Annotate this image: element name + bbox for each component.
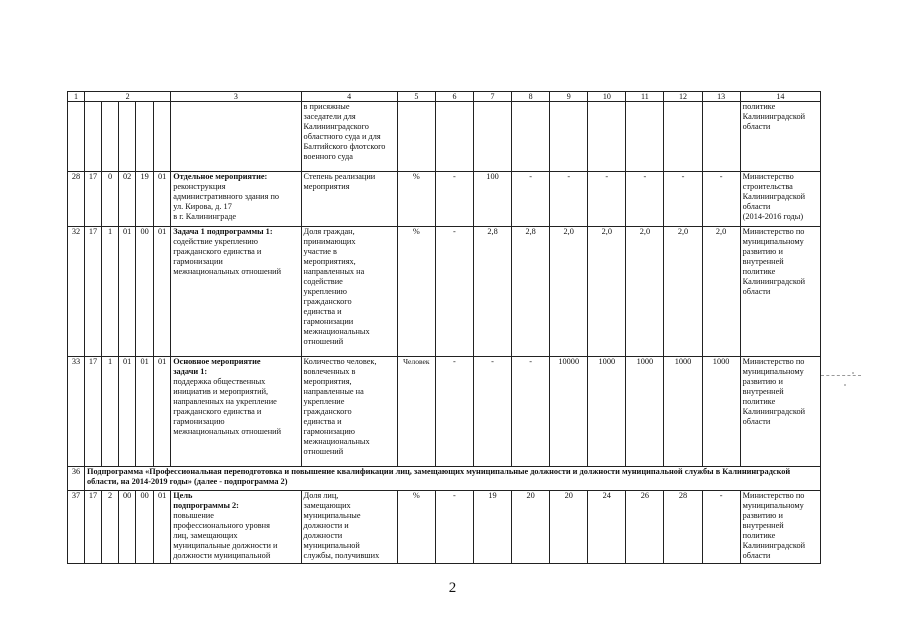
name-heading: Основное мероприятие задачи 1: [173, 357, 261, 376]
unit-cell: Человек [397, 357, 435, 467]
value-cell: 2,0 [664, 227, 702, 357]
table-row [68, 172, 821, 227]
value-cell: 1000 [626, 357, 664, 467]
header-cell: 12 [664, 92, 702, 102]
scan-artifact-dot [844, 384, 846, 386]
code-cell: 01 [119, 227, 136, 357]
code-cell: 00 [136, 491, 154, 564]
value-cell: - [626, 172, 664, 227]
scan-artifact-line [821, 375, 861, 377]
value-cell: - [435, 491, 473, 564]
indicator-cell: Количество человек, вовлеченных в мероприятия, направленные на укрепление гражданского единства и гармонизацию межнациональных отношений [301, 357, 397, 467]
unit-cell: % [397, 227, 435, 357]
value-cell: - [702, 172, 740, 227]
name-text: содействие укреплению гражданского единства и гармонизации межнациональных отношений [173, 237, 282, 276]
header-cell: 1 [68, 92, 85, 102]
continuation-row [68, 102, 821, 172]
value-cell: - [550, 172, 588, 227]
value-cell: 24 [588, 491, 626, 564]
value-cell: 1000 [664, 357, 702, 467]
indicator-cell: в присяжные заседатели для Калининградского областного суда и для Балтийского флотского военного суда [301, 102, 397, 172]
value-cell: - [512, 357, 550, 467]
table-row [68, 227, 821, 357]
name-text: поддержка общественных инициатив и мероприятий, направленных на укрепление гражданского единства и гармонизацию межнациональных отношений [173, 377, 282, 436]
value-cell: 20 [550, 491, 588, 564]
value-cell: - [512, 172, 550, 227]
header-cell: 13 [702, 92, 740, 102]
value-cell: - [664, 172, 702, 227]
value-cell: 2,8 [512, 227, 550, 357]
value-cell: 2,0 [550, 227, 588, 357]
value-cell: 2,0 [588, 227, 626, 357]
header-cell: 4 [301, 92, 397, 102]
unit-cell: % [397, 491, 435, 564]
name-text: реконструкция административного здания по ул. Кирова, д. 17 в г. Калининграде [173, 182, 280, 221]
header-cell: 5 [397, 92, 435, 102]
code-cell: 01 [154, 172, 171, 227]
value-cell: 2,8 [473, 227, 511, 357]
name-heading: Задача 1 подпрограммы 1: [173, 227, 273, 236]
name-heading: Цель подпрограммы 2: [173, 491, 239, 510]
value-cell: 1000 [588, 357, 626, 467]
code-cell: 01 [154, 357, 171, 467]
header-cell: 9 [550, 92, 588, 102]
value-cell: 20 [512, 491, 550, 564]
code-cell: 0 [102, 172, 119, 227]
table-row [68, 491, 821, 564]
code-cell: 17 [85, 227, 102, 357]
responsible-cell: Министерство по муниципальному развитию и внутренней политике Калининградской области [740, 357, 820, 467]
name-cell [171, 172, 301, 227]
row-number: 33 [68, 357, 85, 467]
value-cell: - [588, 172, 626, 227]
value-cell: 19 [473, 491, 511, 564]
column-number-row [68, 92, 821, 102]
value-cell: 10000 [550, 357, 588, 467]
name-heading: Отдельное мероприятие: [173, 172, 268, 181]
responsible-cell: Министерство строительства Калининградской области (2014-2016 годы) [740, 172, 820, 227]
header-cell: 8 [512, 92, 550, 102]
value-cell: 28 [664, 491, 702, 564]
name-cell [171, 227, 301, 357]
header-cell: 11 [626, 92, 664, 102]
code-cell: 17 [85, 491, 102, 564]
value-cell: - [702, 491, 740, 564]
subprogram-row [68, 467, 821, 491]
header-cell: 7 [473, 92, 511, 102]
name-cell [171, 357, 301, 467]
code-cell: 00 [119, 491, 136, 564]
subprogram-title: Подпрограмма «Профессиональная переподготовка и повышение квалификации лиц, замещающих муниципальные должности и должности муниципальной службы в Калининградской области, на 2014-2019 годы» (далее - подпрограмма 2) [85, 467, 821, 491]
name-text: повышение профессионального уровня лиц, замещающих муниципальные должности и должности муниципальной [173, 511, 278, 560]
code-cell: 2 [102, 491, 119, 564]
row-number: 28 [68, 172, 85, 227]
indicator-cell: Степень реализации мероприятия [301, 172, 397, 227]
value-cell: 2,0 [626, 227, 664, 357]
header-cell: 6 [435, 92, 473, 102]
value-cell: 1000 [702, 357, 740, 467]
unit-cell: % [397, 172, 435, 227]
code-cell: 01 [136, 357, 154, 467]
code-cell: 01 [154, 227, 171, 357]
indicator-cell: Доля лиц, замещающих муниципальные должности и должности муниципальной службы, получивших [301, 491, 397, 564]
code-cell: 19 [136, 172, 154, 227]
header-cell: 10 [588, 92, 626, 102]
responsible-cell: Министерство по муниципальному развитию и внутренней политике Калининградской области [740, 491, 820, 564]
indicators-table [67, 91, 821, 564]
header-cell: 3 [171, 92, 301, 102]
responsible-cell: Министерство по муниципальному развитию и внутренней политике Калининградской области [740, 227, 820, 357]
page-number: 2 [448, 580, 457, 596]
indicator-cell: Доля граждан, принимающих участие в мероприятиях, направленных на содействие укреплению гражданского единства и гармонизации межнациональных отношений [301, 227, 397, 357]
code-cell: 1 [102, 227, 119, 357]
table-row [68, 357, 821, 467]
value-cell: - [435, 357, 473, 467]
value-cell: - [435, 172, 473, 227]
code-cell: 1 [102, 357, 119, 467]
value-cell: - [473, 357, 511, 467]
scan-artifact-dot [852, 372, 854, 374]
name-cell [171, 491, 301, 564]
code-cell: 01 [154, 491, 171, 564]
row-number: 37 [68, 491, 85, 564]
value-cell: 2,0 [702, 227, 740, 357]
header-cell: 14 [740, 92, 820, 102]
code-cell: 01 [119, 357, 136, 467]
value-cell: 100 [473, 172, 511, 227]
code-cell: 17 [85, 357, 102, 467]
row-number: 36 [68, 467, 85, 491]
value-cell: - [435, 227, 473, 357]
code-cell: 00 [136, 227, 154, 357]
value-cell: 26 [626, 491, 664, 564]
header-cell: 2 [85, 92, 171, 102]
responsible-cell: политике Калининградской области [740, 102, 820, 172]
row-number: 32 [68, 227, 85, 357]
code-cell: 17 [85, 172, 102, 227]
code-cell: 02 [119, 172, 136, 227]
